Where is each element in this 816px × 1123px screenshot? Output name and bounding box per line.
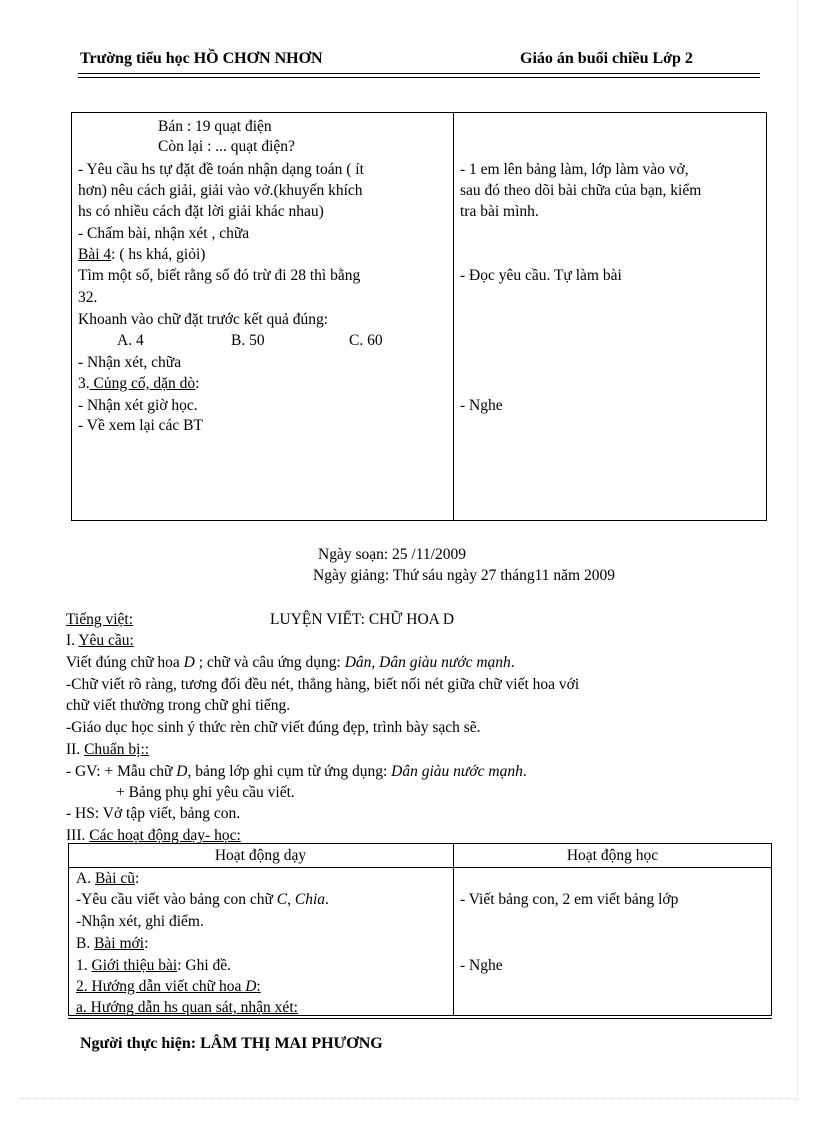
requirement-line: chữ viết thường trong chữ ghi tiếng. bbox=[66, 697, 291, 714]
section-1-heading bbox=[66, 631, 134, 651]
teacher-prep bbox=[66, 762, 527, 782]
step-1-number: 1. bbox=[76, 957, 92, 974]
section-3-label: Củng cố, dặn dò bbox=[89, 375, 196, 392]
author-line: Người thực hiện: LÂM THỊ MAI PHƯƠNG bbox=[80, 1035, 383, 1052]
section-2-colon: : bbox=[144, 741, 150, 758]
exercise-4-text: Tìm một số, biết rằng số đó trừ đi 28 thì bằng bbox=[78, 267, 361, 284]
student-activity: - Đọc yêu cầu. Tự làm bài bbox=[460, 267, 622, 284]
exercise-4-text: 32. bbox=[78, 289, 98, 306]
section-1-number: I. bbox=[66, 632, 79, 649]
section-2-label: Chuẩn bị: bbox=[84, 741, 145, 758]
closing-line: - Nhận xét giờ học. bbox=[78, 397, 198, 414]
student-activity: - Viết bảng con, 2 em viết bảng lớp bbox=[460, 891, 679, 908]
teacher-activity bbox=[76, 890, 329, 910]
preparation-date: Ngày soạn: 25 /11/2009 bbox=[318, 546, 466, 563]
subject-label bbox=[66, 610, 133, 630]
section-3-number: 3. bbox=[78, 375, 90, 392]
student-activity: sau đó theo dõi bài chữa của bạn, kiểm bbox=[460, 182, 702, 199]
step-a bbox=[76, 998, 298, 1018]
part-a-heading bbox=[76, 869, 139, 889]
header-rule bbox=[78, 73, 760, 74]
student-activity: - Nghe bbox=[460, 397, 503, 414]
section-1-label: Yêu cầu: bbox=[78, 632, 134, 649]
example-phrase: Dân, Dân giàu nước mạnh bbox=[344, 654, 511, 671]
part-b-label: Bài mới bbox=[94, 935, 145, 952]
column-header-student: Hoạt động học bbox=[566, 847, 659, 864]
teacher-activity-text: . bbox=[325, 891, 329, 908]
part-a-label: Bài cũ bbox=[94, 870, 135, 887]
closing-line: - Về xem lại các BT bbox=[78, 417, 203, 434]
page-right-dotted-rule bbox=[797, 0, 798, 1100]
teacher-prep-text: - GV: + Mẫu chữ bbox=[66, 763, 177, 780]
requirement-line bbox=[66, 653, 515, 673]
exercise-4-heading bbox=[78, 245, 205, 265]
letter-d: D bbox=[176, 763, 188, 780]
instruction-line: hs có nhiều cách đặt lời giải khác nhau) bbox=[78, 203, 324, 220]
section-3-heading bbox=[78, 374, 199, 394]
activity-table-2-bottom-rule bbox=[68, 1018, 772, 1019]
section-2-heading bbox=[66, 740, 149, 760]
step-1 bbox=[76, 956, 231, 976]
requirement-line: -Chữ viết rõ ràng, tương đối đều nét, thẳng hàng, biết nối nét giữa chữ viết hoa với bbox=[66, 676, 580, 693]
example-phrase: Dân giàu nước mạnh bbox=[391, 763, 523, 780]
part-b-colon: : bbox=[144, 935, 149, 952]
activity-table-1-divider bbox=[453, 112, 454, 521]
section-2-number: II. bbox=[66, 741, 85, 758]
student-activity: - Nghe bbox=[460, 957, 503, 974]
header-rule-thin bbox=[78, 77, 760, 78]
teaching-date: Ngày giảng: Thứ sáu ngày 27 tháng11 năm 2009 bbox=[313, 567, 615, 584]
requirement-line: -Giáo dục học sinh ý thức rèn chữ viết đúng đẹp, trình bày sạch sẽ. bbox=[66, 719, 481, 736]
step-2-label: 2. Hướng dẫn viết chữ hoa bbox=[76, 978, 246, 995]
step-1-label: Giới thiệu bài bbox=[91, 957, 178, 974]
example-letters: C, Chia bbox=[276, 891, 326, 908]
activity-table-2-header-rule bbox=[68, 867, 772, 868]
part-a-colon: : bbox=[134, 870, 140, 887]
student-prep: - HS: Vở tập viết, bảng con. bbox=[66, 805, 241, 822]
letter-d: D bbox=[245, 978, 257, 995]
review-line: - Nhận xét, chữa bbox=[78, 354, 182, 371]
part-b-heading bbox=[76, 934, 148, 954]
exercise-4-instruction: Khoanh vào chữ đặt trước kết quả đúng: bbox=[78, 311, 329, 328]
instruction-line: - Yêu cầu hs tự đặt đề toán nhận dạng toán ( ít bbox=[78, 161, 364, 178]
student-activity: - 1 em lên bảng làm, lớp làm vào vở, bbox=[460, 161, 689, 178]
option-c: C. 60 bbox=[349, 332, 383, 349]
part-b-number: B. bbox=[76, 935, 95, 952]
page-bottom-dotted-rule bbox=[20, 1098, 796, 1099]
subject-text: Tiếng việt: bbox=[66, 611, 134, 628]
teacher-activity-text: -Yêu cầu viết vào bảng con chữ bbox=[76, 891, 277, 908]
step-2 bbox=[76, 977, 261, 997]
part-a-number: A. bbox=[76, 870, 95, 887]
teacher-prep-text: , bảng lớp ghi cụm từ ứng dụng: bbox=[187, 763, 392, 780]
school-name: Trường tiểu học HỒ CHƠN NHƠN bbox=[80, 50, 323, 67]
con-lai-line: Còn lại : ... quạt điện? bbox=[158, 138, 295, 155]
step-2-colon: : bbox=[256, 978, 261, 995]
option-b: B. 50 bbox=[231, 332, 265, 349]
grading-line: - Chấm bài, nhận xét , chữa bbox=[78, 225, 250, 242]
section-3-number: III. bbox=[66, 827, 90, 844]
step-1-rest: : Ghi đề. bbox=[177, 957, 231, 974]
requirement-text: Viết đúng chữ hoa bbox=[66, 654, 184, 671]
requirement-text: . bbox=[510, 654, 515, 671]
requirement-text: ; chữ và câu ứng dụng: bbox=[194, 654, 345, 671]
instruction-line: hơn) nêu cách giải, giải vào vở.(khuyến khích bbox=[78, 182, 363, 199]
activity-table-2-divider bbox=[453, 843, 454, 1016]
student-activity: tra bài mình. bbox=[460, 203, 539, 220]
lesson-title: LUYỆN VIẾT: CHỮ HOA D bbox=[270, 611, 455, 628]
option-a: A. 4 bbox=[117, 332, 144, 349]
teacher-prep-2: + Bảng phụ ghi yêu cầu viết. bbox=[116, 784, 295, 801]
section-3-label: Các hoạt động dạy- học: bbox=[89, 827, 241, 844]
ban-line: Bán : 19 quạt điện bbox=[158, 118, 272, 135]
column-header-teacher: Hoạt động dạy bbox=[214, 847, 307, 864]
section-3-colon: : bbox=[195, 375, 200, 392]
exercise-4-note: : ( hs khá, giỏi) bbox=[111, 246, 206, 263]
document-title: Giáo án buổi chiều Lớp 2 bbox=[520, 50, 693, 67]
letter-d: D bbox=[183, 654, 195, 671]
teacher-prep-text: . bbox=[522, 763, 527, 780]
teacher-activity: -Nhận xét, ghi điểm. bbox=[76, 913, 204, 930]
exercise-4-label: Bài 4 bbox=[78, 246, 112, 263]
step-a-label: a. Hướng dẫn hs quan sát, nhận xét: bbox=[76, 999, 298, 1016]
